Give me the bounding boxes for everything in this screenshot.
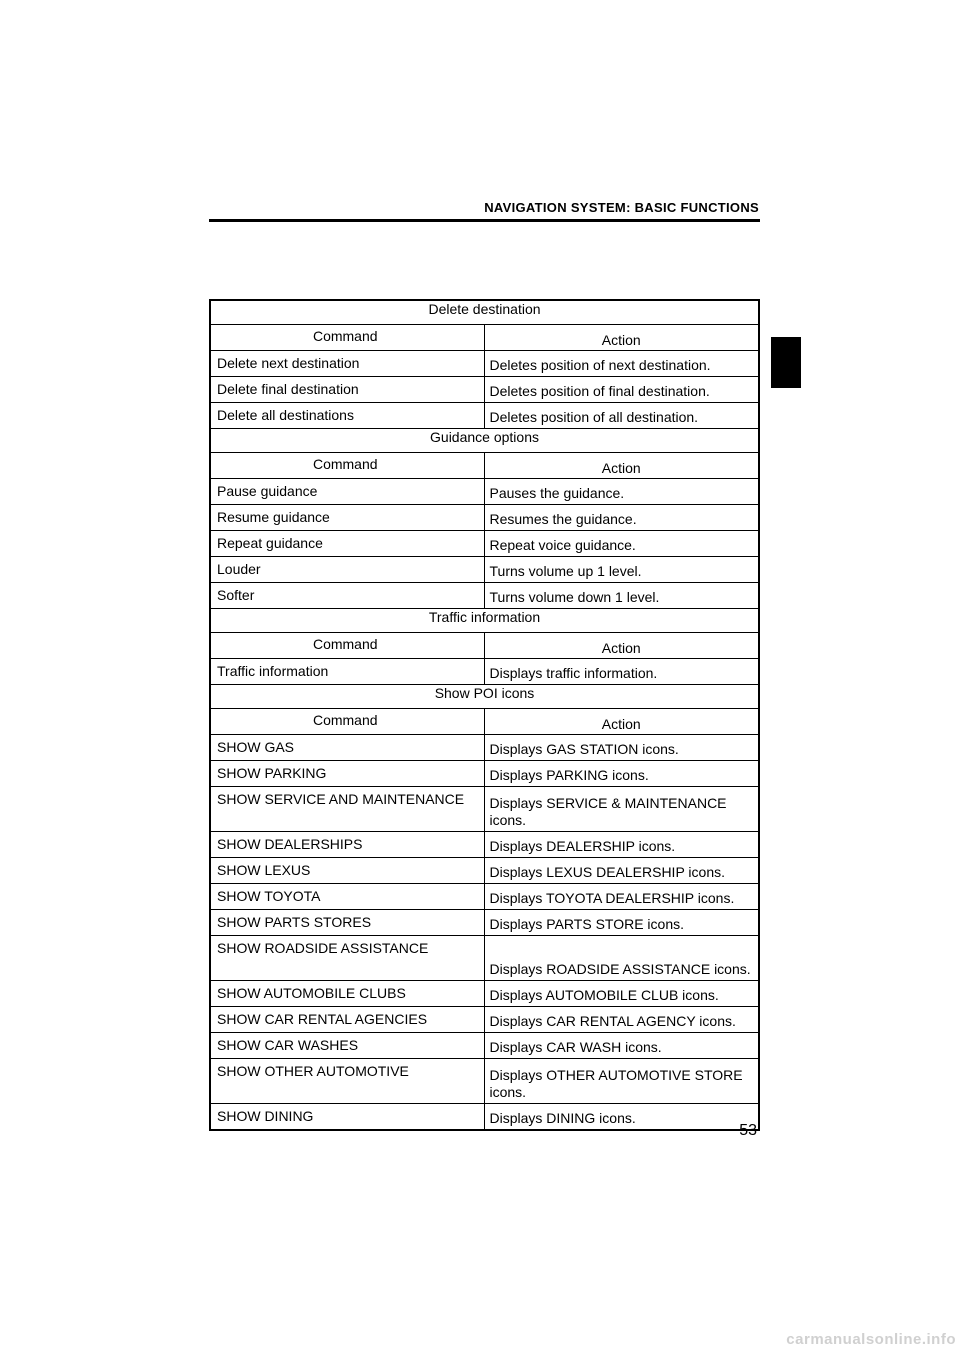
table-row <box>210 858 759 884</box>
table-row <box>210 1007 759 1033</box>
action-cell: Displays CAR RENTAL AGENCY icons. <box>484 1007 759 1033</box>
command-cell: SHOW ROADSIDE ASSISTANCE <box>210 936 484 981</box>
column-header-row <box>210 709 759 735</box>
column-header-row <box>210 453 759 479</box>
command-column-header: Command <box>210 709 484 735</box>
action-cell: Displays ROADSIDE ASSISTANCE icons. <box>484 936 759 981</box>
command-cell: SHOW CAR RENTAL AGENCIES <box>210 1007 484 1033</box>
section-title: Delete destination <box>210 300 759 325</box>
action-column-header: Action <box>484 453 759 479</box>
table-row <box>210 351 759 377</box>
running-header: NAVIGATION SYSTEM: BASIC FUNCTIONS <box>484 200 759 215</box>
section-title: Show POI icons <box>210 685 759 709</box>
table-row <box>210 531 759 557</box>
action-cell: Displays PARKING icons. <box>484 761 759 787</box>
command-cell: Delete all destinations <box>210 403 484 429</box>
table-row <box>210 735 759 761</box>
action-cell: Resumes the guidance. <box>484 505 759 531</box>
table-row <box>210 884 759 910</box>
action-column-header: Action <box>484 633 759 659</box>
command-cell: Louder <box>210 557 484 583</box>
chapter-tab <box>771 337 801 388</box>
table-row <box>210 1033 759 1059</box>
command-cell: Delete final destination <box>210 377 484 403</box>
command-cell: SHOW OTHER AUTOMOTIVE <box>210 1059 484 1104</box>
command-cell: Resume guidance <box>210 505 484 531</box>
action-cell: Turns volume up 1 level. <box>484 557 759 583</box>
table-row <box>210 659 759 685</box>
command-cell: SHOW CAR WASHES <box>210 1033 484 1059</box>
action-cell: Displays PARTS STORE icons. <box>484 910 759 936</box>
action-cell: Deletes position of all destination. <box>484 403 759 429</box>
section-row <box>210 429 759 453</box>
action-cell: Displays GAS STATION icons. <box>484 735 759 761</box>
section-row <box>210 609 759 633</box>
command-cell: SHOW PARKING <box>210 761 484 787</box>
action-column-header: Action <box>484 325 759 351</box>
table-row <box>210 787 759 832</box>
table-row <box>210 505 759 531</box>
command-cell: SHOW PARTS STORES <box>210 910 484 936</box>
column-header-row <box>210 633 759 659</box>
command-cell: SHOW AUTOMOBILE CLUBS <box>210 981 484 1007</box>
action-cell: Displays AUTOMOBILE CLUB icons. <box>484 981 759 1007</box>
table-row <box>210 377 759 403</box>
command-cell: SHOW DINING <box>210 1104 484 1131</box>
voice-command-table <box>209 299 760 1131</box>
command-cell: SHOW DEALERSHIPS <box>210 832 484 858</box>
header-rule <box>209 219 760 222</box>
command-column-header: Command <box>210 325 484 351</box>
action-cell: Displays CAR WASH icons. <box>484 1033 759 1059</box>
command-cell: Delete next destination <box>210 351 484 377</box>
action-cell: Displays traffic information. <box>484 659 759 685</box>
command-cell: SHOW SERVICE AND MAINTENANCE <box>210 787 484 832</box>
action-column-header: Action <box>484 709 759 735</box>
command-cell: Repeat guidance <box>210 531 484 557</box>
command-cell: Pause guidance <box>210 479 484 505</box>
action-cell: Displays SERVICE & MAINTENANCE icons. <box>484 787 759 832</box>
action-cell: Displays OTHER AUTOMOTIVE STORE icons. <box>484 1059 759 1104</box>
column-header-row <box>210 325 759 351</box>
table-row <box>210 583 759 609</box>
section-title: Guidance options <box>210 429 759 453</box>
action-cell: Pauses the guidance. <box>484 479 759 505</box>
section-row <box>210 685 759 709</box>
page-number: 53 <box>739 1122 757 1139</box>
action-cell: Displays TOYOTA DEALERSHIP icons. <box>484 884 759 910</box>
table-row <box>210 557 759 583</box>
table-row <box>210 981 759 1007</box>
command-cell: SHOW TOYOTA <box>210 884 484 910</box>
section-title: Traffic information <box>210 609 759 633</box>
table-row <box>210 936 759 981</box>
command-cell: Softer <box>210 583 484 609</box>
command-cell: SHOW LEXUS <box>210 858 484 884</box>
table-row <box>210 1104 759 1131</box>
action-cell: Deletes position of next destination. <box>484 351 759 377</box>
action-cell: Repeat voice guidance. <box>484 531 759 557</box>
command-column-header: Command <box>210 633 484 659</box>
command-cell: Traffic information <box>210 659 484 685</box>
action-cell: Displays DEALERSHIP icons. <box>484 832 759 858</box>
table-row <box>210 479 759 505</box>
table-row <box>210 403 759 429</box>
action-cell: Turns volume down 1 level. <box>484 583 759 609</box>
table-row <box>210 910 759 936</box>
action-cell: Displays LEXUS DEALERSHIP icons. <box>484 858 759 884</box>
command-column-header: Command <box>210 453 484 479</box>
section-row <box>210 300 759 325</box>
command-cell: SHOW GAS <box>210 735 484 761</box>
action-cell: Displays DINING icons. <box>484 1104 759 1131</box>
table-row <box>210 761 759 787</box>
action-cell: Deletes position of final destination. <box>484 377 759 403</box>
watermark-text: carmanualsonline.info <box>786 1331 956 1348</box>
table-row <box>210 1059 759 1104</box>
table-row <box>210 832 759 858</box>
